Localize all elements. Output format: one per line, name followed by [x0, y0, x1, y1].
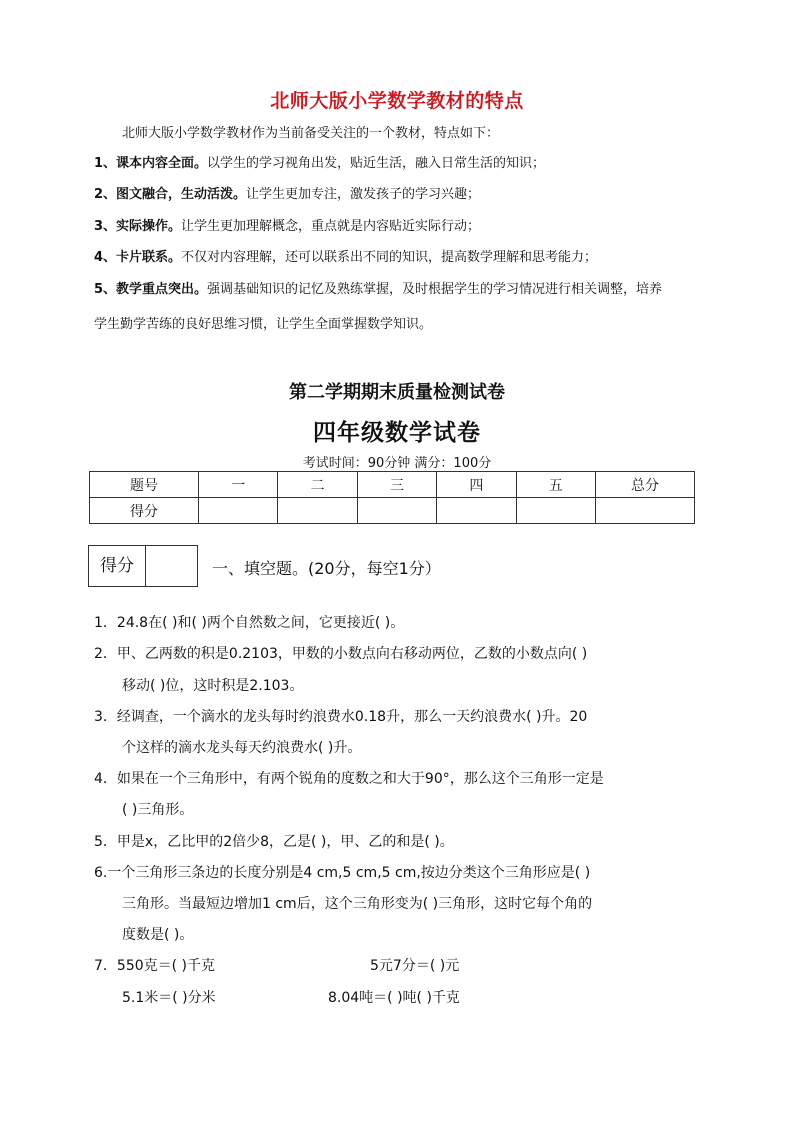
score-cell[interactable] — [278, 498, 357, 524]
score-table — [89, 471, 695, 524]
intro-point-head: 1、课本内容全面。 — [94, 156, 208, 171]
intro-title: 北师大版小学数学教材的特点 — [270, 90, 524, 112]
grade-title: 四年级数学试卷 — [313, 420, 481, 446]
section-title: 一、填空题。(20分，每空1分） — [212, 559, 441, 578]
score-cell[interactable] — [199, 498, 278, 524]
intro-point-2 — [94, 187, 714, 203]
question-4-continued: ( )三角形。 — [122, 802, 194, 818]
question-7b: 5元7分＝( )元 — [370, 958, 460, 974]
question-4: 4．如果在一个三角形中，有两个锐角的度数之和大于90°，那么这个三角形一定是 — [94, 771, 604, 787]
intro-point-text: 让学生更加专注，激发孩子的学习兴趣； — [246, 187, 481, 202]
intro-point-1 — [94, 156, 714, 172]
question-3-continued: 个这样的滴水龙头每天约浪费水( )升。 — [122, 740, 362, 756]
score-table-header-cell: 三 — [357, 472, 436, 498]
intro-point-3 — [94, 219, 714, 235]
intro-point-5-continued: 学生勤学苦练的良好思维习惯，让学生全面掌握数学知识。 — [94, 317, 433, 332]
score-table-score-row — [90, 498, 695, 524]
intro-lead: 北师大版小学数学教材作为当前备受关注的一个教材，特点如下： — [122, 126, 500, 141]
score-table-header-row — [90, 472, 695, 498]
intro-point-4 — [94, 250, 714, 266]
intro-point-text: 强调基础知识的记忆及熟练掌握，及时根据学生的学习情况进行相关调整，培养 — [207, 282, 663, 297]
intro-point-head: 2、图文融合，生动活泼。 — [94, 187, 247, 202]
question-7a: 7．550克＝( )千克 — [94, 958, 216, 974]
question-2-continued: 移动( )位，这时积是2.103。 — [122, 678, 304, 694]
question-6-continued: 度数是( )。 — [122, 927, 194, 943]
exam-title: 第二学期期末质量检测试卷 — [289, 382, 505, 403]
question-6-continued: 三角形。当最短边增加1 cm后，这个三角形变为( )三角形，这时它每个角的 — [122, 896, 593, 912]
score-table-header-cell: 一 — [199, 472, 278, 498]
question-6: 6.一个三角形三条边的长度分别是4 cm,5 cm,5 cm,按边分类这个三角形应是( ) — [94, 865, 591, 881]
score-table-row-label: 得分 — [90, 498, 199, 524]
question-2: 2．甲、乙两数的积是0.2103，甲数的小数点向右移动两位，乙数的小数点向( ) — [94, 646, 588, 662]
section-score-label: 得分 — [89, 546, 146, 586]
intro-point-head: 3、实际操作。 — [94, 219, 182, 234]
score-cell[interactable] — [596, 498, 695, 524]
intro-point-text: 不仅对内容理解，还可以联系出不同的知识，提高数学理解和思考能力； — [181, 250, 598, 265]
exam-time-info: 考试时间：90分钟 满分：100分 — [302, 456, 492, 471]
question-5: 5．甲是x，乙比甲的2倍少8，乙是( )，甲、乙的和是( )。 — [94, 834, 454, 850]
intro-point-text: 让学生更加理解概念，重点就是内容贴近实际行动； — [181, 219, 481, 234]
question-1: 1．24.8在( )和( )两个自然数之间，它更接近( )。 — [94, 615, 405, 631]
intro-point-head: 4、卡片联系。 — [94, 250, 182, 265]
score-table-header-cell: 二 — [278, 472, 357, 498]
intro-point-text: 以学生的学习视角出发，贴近生活，融入日常生活的知识； — [207, 156, 546, 171]
section-score-box — [88, 545, 198, 587]
question-3: 3．经调查，一个滴水的龙头每时约浪费水0.18升，那么一天约浪费水( )升。20 — [94, 709, 588, 725]
score-table-header-cell: 五 — [516, 472, 595, 498]
score-table-header-cell: 题号 — [90, 472, 199, 498]
score-table-header-cell: 四 — [437, 472, 516, 498]
intro-point-head: 5、教学重点突出。 — [94, 282, 208, 297]
question-7c: 5.1米＝( )分米 — [122, 990, 216, 1006]
score-cell[interactable] — [437, 498, 516, 524]
score-table-header-cell: 总分 — [596, 472, 695, 498]
score-cell[interactable] — [516, 498, 595, 524]
score-cell[interactable] — [357, 498, 436, 524]
question-7d: 8.04吨＝( )吨( )千克 — [328, 990, 460, 1006]
intro-point-5 — [94, 282, 714, 298]
